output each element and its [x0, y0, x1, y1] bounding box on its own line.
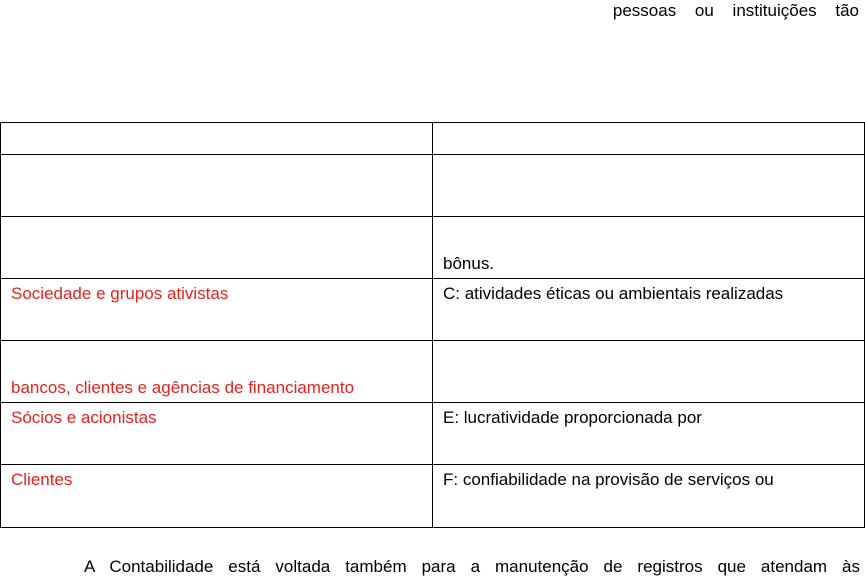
right-cell [433, 403, 865, 465]
right-cell [433, 465, 865, 528]
top-paragraph-fragment: pessoas ou instituições tão [612, 1, 859, 20]
table-row [1, 279, 865, 341]
table-row [1, 155, 865, 217]
right-cell [433, 279, 865, 341]
stakeholder-label: Sociedade e grupos ativistas [11, 284, 229, 303]
body-paragraph: A Contabilidade está voltada também para a manutenção de registros que atendam às [84, 557, 860, 576]
stakeholder-label: bancos, clientes e agências de financiamento [11, 378, 355, 397]
left-cell [1, 403, 433, 465]
left-cell [1, 155, 433, 217]
answer-option: C: atividades éticas ou ambientais realizadas [443, 284, 784, 303]
left-cell [1, 217, 433, 279]
table-row [1, 123, 865, 155]
right-cell [433, 123, 865, 155]
stakeholder-label: Clientes [11, 470, 73, 489]
table-row [1, 465, 865, 528]
left-cell [1, 465, 433, 528]
right-cell [433, 341, 865, 403]
left-cell [1, 123, 433, 155]
answer-fragment: bônus. [443, 254, 495, 273]
right-cell [433, 155, 865, 217]
right-cell [433, 217, 865, 279]
left-cell [1, 341, 433, 403]
stakeholder-matching-table [0, 122, 865, 528]
table-row [1, 341, 865, 403]
answer-option: F: confiabilidade na provisão de serviços ou [443, 470, 774, 489]
table-row [1, 403, 865, 465]
table-row [1, 217, 865, 279]
answer-option: E: lucratividade proporcionada por [443, 408, 702, 427]
stakeholder-label: Sócios e acionistas [11, 408, 157, 427]
left-cell [1, 279, 433, 341]
